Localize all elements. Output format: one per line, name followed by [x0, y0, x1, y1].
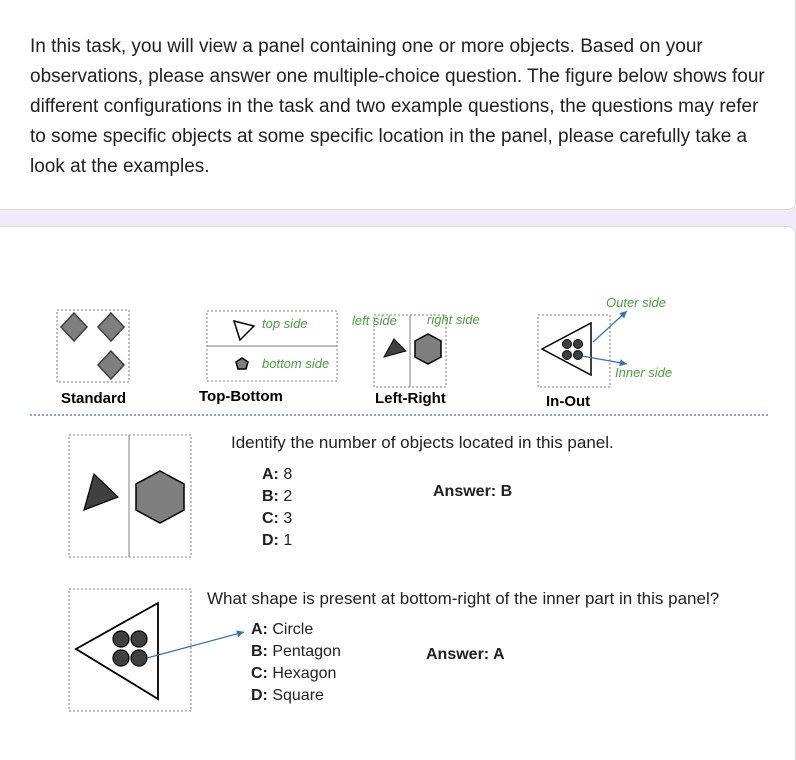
config-label-top-bottom: Top-Bottom — [199, 388, 283, 405]
example-1-question: Identify the number of objects located in this panel. — [231, 433, 614, 452]
example-1-option-c: C: 3 — [262, 510, 293, 527]
example-2-option-b: B: Pentagon — [251, 643, 341, 660]
config-label-standard: Standard — [61, 390, 127, 407]
example-1 — [69, 433, 614, 557]
annotation-inner-side: Inner side — [615, 365, 673, 380]
config-label-left-right: Left-Right — [375, 390, 446, 407]
diamond-shape — [98, 351, 124, 379]
triangle-shape — [234, 321, 254, 340]
example-2-question: What shape is present at bottom-right of the inner part in this panel? — [207, 589, 720, 608]
pentagon-shape — [236, 358, 248, 369]
outer-triangle-shape — [542, 323, 591, 375]
hexagon-shape — [136, 471, 184, 523]
example-2-answer: Answer: A — [426, 646, 505, 663]
diamond-shape — [98, 313, 124, 341]
circle-shape — [563, 340, 572, 349]
annotation-top-side: top side — [262, 316, 308, 331]
circle-shape — [131, 631, 147, 647]
example-1-option-d: D: 1 — [262, 532, 293, 549]
annotation-outer-side: Outer side — [606, 295, 666, 310]
annotation-left-side: left side — [352, 313, 397, 328]
example-2-option-d: D: Square — [251, 687, 324, 704]
standard-config — [57, 310, 129, 407]
circle-shape — [113, 650, 129, 666]
example-1-answer: Answer: B — [433, 483, 513, 500]
intro-text: In this task, you will view a panel containing one or more objects. Based on your observations, please answer one multiple-choice question. The figure below shows four different configurations in the task and two example questions, the questions may refer to some specific objects at some specific location in the panel, please carefully take a look at the examples. — [30, 36, 765, 177]
circle-shape — [574, 351, 583, 360]
example-1-option-a: A: 8 — [262, 466, 293, 483]
example-2-option-c: C: Hexagon — [251, 665, 337, 682]
triangle-shape — [384, 339, 406, 357]
annotation-bottom-side: bottom side — [262, 356, 330, 371]
example-1-option-b: B: 2 — [262, 488, 293, 505]
task-figure — [0, 227, 796, 760]
answer-pointer-arrow — [147, 632, 244, 658]
left-right-config — [352, 312, 480, 407]
circle-shape — [574, 340, 583, 349]
circle-shape — [113, 631, 129, 647]
description-card — [0, 0, 796, 210]
example-2-option-a: A: Circle — [251, 621, 314, 638]
figure-card — [0, 226, 796, 760]
triangle-shape — [84, 474, 118, 510]
config-label-in-out: In-Out — [546, 393, 591, 410]
top-bottom-config — [199, 311, 337, 405]
in-out-config — [538, 295, 672, 410]
diamond-shape — [61, 313, 87, 341]
hexagon-shape — [415, 334, 441, 364]
circle-shape — [131, 650, 147, 666]
circle-shape — [563, 351, 572, 360]
example-2 — [69, 589, 719, 711]
annotation-right-side: right side — [427, 312, 480, 327]
